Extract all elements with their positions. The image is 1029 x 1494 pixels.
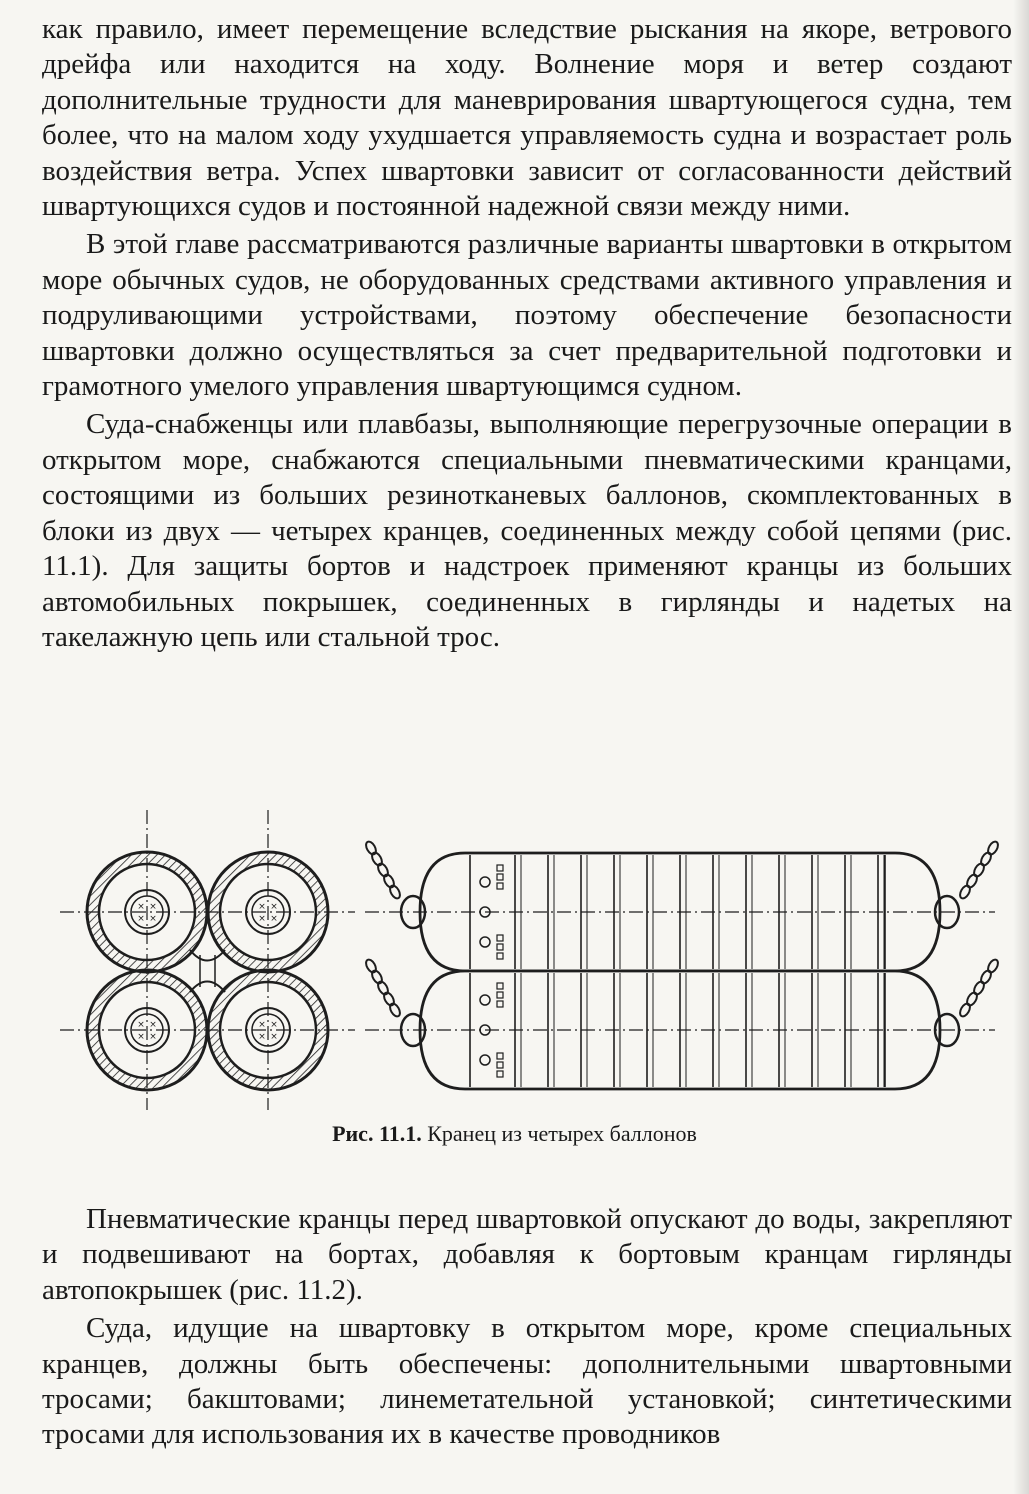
bolt-mark: ×: [270, 1032, 278, 1042]
bolt-mark: ×: [258, 914, 266, 924]
figure-caption: [0, 1120, 1029, 1148]
chain-link: [972, 980, 986, 996]
paragraph-chapter-scope: В этой главе рассматриваются различные варианты швартовки в открытом море обычных судов, не оборудованных средствами активного управления и подруливающими устройствами, поэтому обеспечение безопасности швартовки должно осуществляться за счет предварительной подготовки и грамотного умелого управления швартующимся судном.: [42, 228, 1012, 403]
paragraph-vessel-equipment: Суда, идущие на швартовку в открытом море, кроме специальных кранцев, должны быть обеспечены: дополнительными швартовными тросами; бакштовами; линеметательной установкой; синтетическими тросами для использования их в качестве проводников: [42, 1312, 1012, 1451]
paragraph-pneumatic-fenders: Пневматические кранцы перед швартовкой опускают до воды, закрепляют и подвешивают на бортах, добавляя к бортовым кранцам гирлянды автопокрышек (рис. 11.2).: [42, 1203, 1012, 1306]
chain-link: [986, 840, 1000, 856]
figure-caption-text: Кранец из четырех баллонов: [427, 1121, 697, 1146]
bolt-mark: ×: [137, 914, 145, 924]
bolt-mark: ×: [258, 902, 266, 912]
bolt-mark: ×: [270, 902, 278, 912]
bolt-mark: ×: [270, 1020, 278, 1030]
chain-link: [979, 969, 993, 985]
bolt-mark: ×: [137, 1032, 145, 1042]
paragraph-supply-vessels: Суда-снабженцы или плавбазы, выполняющие перегрузочные операции в открытом море, снабжаются специальными пневматическими кранцами, состоящими из больших резинотканевых баллонов, скомплектованных в блоки из двух — четырех кранцев, соединенных между собой цепями (рис. 11.1). Для защиты бортов и надстроек применяют кранцы из больших автомобильных покрышек, соединенных в гирлянды и надетых на такелажную цепь или стальной трос.: [42, 408, 1012, 653]
chain-link: [965, 873, 979, 889]
page-edge-shadow: [1013, 0, 1029, 1494]
fender-end-view: [60, 810, 355, 1110]
chain-link: [965, 991, 979, 1007]
text-block-bottom: [42, 1202, 1012, 1453]
bolt-mark: ×: [149, 1020, 157, 1030]
bolt-mark: ×: [258, 1020, 266, 1030]
figure-fender-drawing: [50, 800, 1010, 1135]
bolt-mark: ×: [149, 914, 157, 924]
balloon-side-1: [364, 840, 1000, 971]
bolt-mark: ×: [137, 902, 145, 912]
balloon-side-2: [364, 958, 1000, 1089]
paragraph-continuation: как правило, имеет перемещение вследствие рыскания на якоре, ветрового дрейфа или находится на ходу. Волнение моря и ветер создают дополнительные трудности для маневрирования швартующегося судна, тем более, что на малом ходу ухудшается управляемость судна и возрастает роль воздействия ветра. Успех швартовки зависит от согласованности действий швартующихся судов и постоянной надежной связи между ними.: [42, 13, 1012, 223]
fender-technical-drawing: [50, 800, 1010, 1120]
chain-link: [986, 958, 1000, 974]
chain-link: [979, 851, 993, 867]
bolt-mark: ×: [270, 914, 278, 924]
chain-link-arc: [190, 950, 225, 961]
chain-link: [972, 862, 986, 878]
fender-side-view: [364, 840, 1000, 1089]
chain-link: [364, 958, 378, 974]
bolt-mark: ×: [258, 1032, 266, 1042]
chain-link: [364, 840, 378, 856]
bolt-mark: ×: [149, 1032, 157, 1042]
bolt-mark: ×: [137, 1020, 145, 1030]
text-block-top: [42, 12, 1012, 655]
chain-link: [958, 884, 972, 900]
bolt-mark: ×: [149, 902, 157, 912]
figure-caption-label: Рис. 11.1.: [332, 1121, 422, 1146]
chain-link: [958, 1002, 972, 1018]
chain-link-arc: [190, 982, 225, 993]
